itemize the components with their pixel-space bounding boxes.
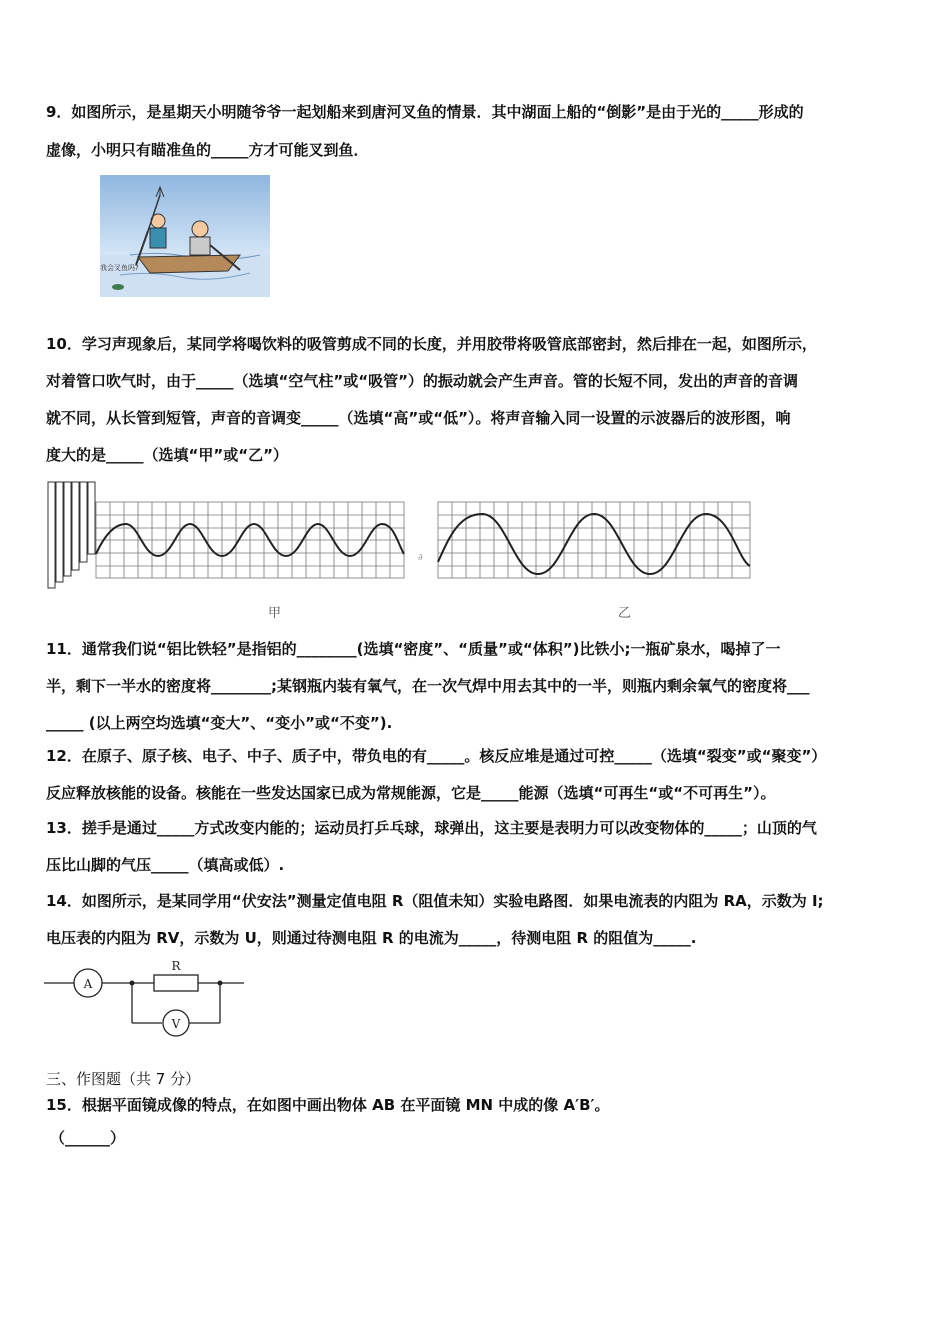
label-V: V xyxy=(171,1017,181,1031)
label-A: A xyxy=(83,977,93,991)
q11-line-2: 半，剩下一半水的密度将________;某钢瓶内装有氧气，在一次气焊中用去其中的一半，则瓶内剩余氧气的密度将___ xyxy=(46,677,810,695)
label-jia: 甲 xyxy=(268,606,282,621)
q10-line-3: 就不同，从长管到短管，声音的音调变_____（选填“高”或“低”）。将声音输入同一设置的示波器后的波形图，响 xyxy=(46,409,791,427)
q15-line-1: 15．根据平面镜成像的特点，在如图中画出物体 AB 在平面镜 MN 中成的像 A′B′。 xyxy=(46,1096,610,1114)
q11-line-3: _____ (以上两空均选填“变大”、“变小”或“不变”). xyxy=(46,714,393,732)
q10-line-1: 10．学习声现象后，某同学将喝饮料的吸管剪成不同的长度，并用胶带将吸管底部密封，然后排在一起，如图所示， xyxy=(46,335,817,353)
label-R: R xyxy=(171,959,181,973)
q14-line-1: 14．如图所示，是某同学用“伏安法”测量定值电阻 R（阻值未知）实验电路图．如果电流表的内阻为 RA，示数为 I; xyxy=(46,892,824,910)
q9-line-1: 9．如图所示，是星期天小明随爷爷一起划船来到唐河叉鱼的情景．其中湖面上船的“倒影”是由于光的_____形成的 xyxy=(46,103,804,121)
circuit-diagram xyxy=(44,955,254,1037)
q10-line-4: 度大的是_____（选填“甲”或“乙”） xyxy=(46,446,288,464)
q13-line-1: 13．搓手是通过_____方式改变内能的；运动员打乒乓球，球弹出，这主要是表明力可以改变物体的_____；山顶的气 xyxy=(46,819,817,837)
straws-icon xyxy=(48,482,95,588)
straws-and-waveforms-figure xyxy=(44,480,756,622)
q12-line-2: 反应释放核能的设备。核能在一些发达国家已成为常规能源，它是_____能源（选填“可再生“或“不可再生”）。 xyxy=(46,784,776,802)
boat-fishing-image xyxy=(100,175,270,297)
image-caption: 我会叉鱼吗? xyxy=(100,264,139,272)
q13-line-2: 压比山脚的气压_____（填高或低）. xyxy=(46,856,285,874)
svg-text:∂: ∂ xyxy=(418,553,423,563)
q10-line-2: 对着管口吹气时，由于_____（选填“空气柱”或“吸管”）的振动就会产生声音。管的长短不同，发出的声音的音调 xyxy=(46,372,798,390)
q15-answer-blank: （______） xyxy=(50,1129,126,1147)
waveform-yi xyxy=(438,514,750,574)
resistor-icon xyxy=(154,975,198,991)
section-title: 三、作图题（共 7 分） xyxy=(46,1070,201,1088)
q12-line-1: 12．在原子、原子核、电子、中子、质子中，带负电的有_____。核反应堆是通过可控_____（选填“裂变”或“聚变”） xyxy=(46,747,827,765)
q11-line-1: 11．通常我们说“铝比铁轻”是指铝的________(选填“密度”、“质量”或“体积”)比铁小;一瓶矿泉水，喝掉了一 xyxy=(46,640,781,658)
label-yi: 乙 xyxy=(618,606,632,621)
q9-line-2: 虚像，小明只有瞄准鱼的_____方才可能叉到鱼． xyxy=(46,141,369,159)
q14-line-2: 电压表的内阻为 RV，示数为 U，则通过待测电阻 R 的电流为_____，待测电阻 R 的阻值为_____. xyxy=(46,929,697,947)
